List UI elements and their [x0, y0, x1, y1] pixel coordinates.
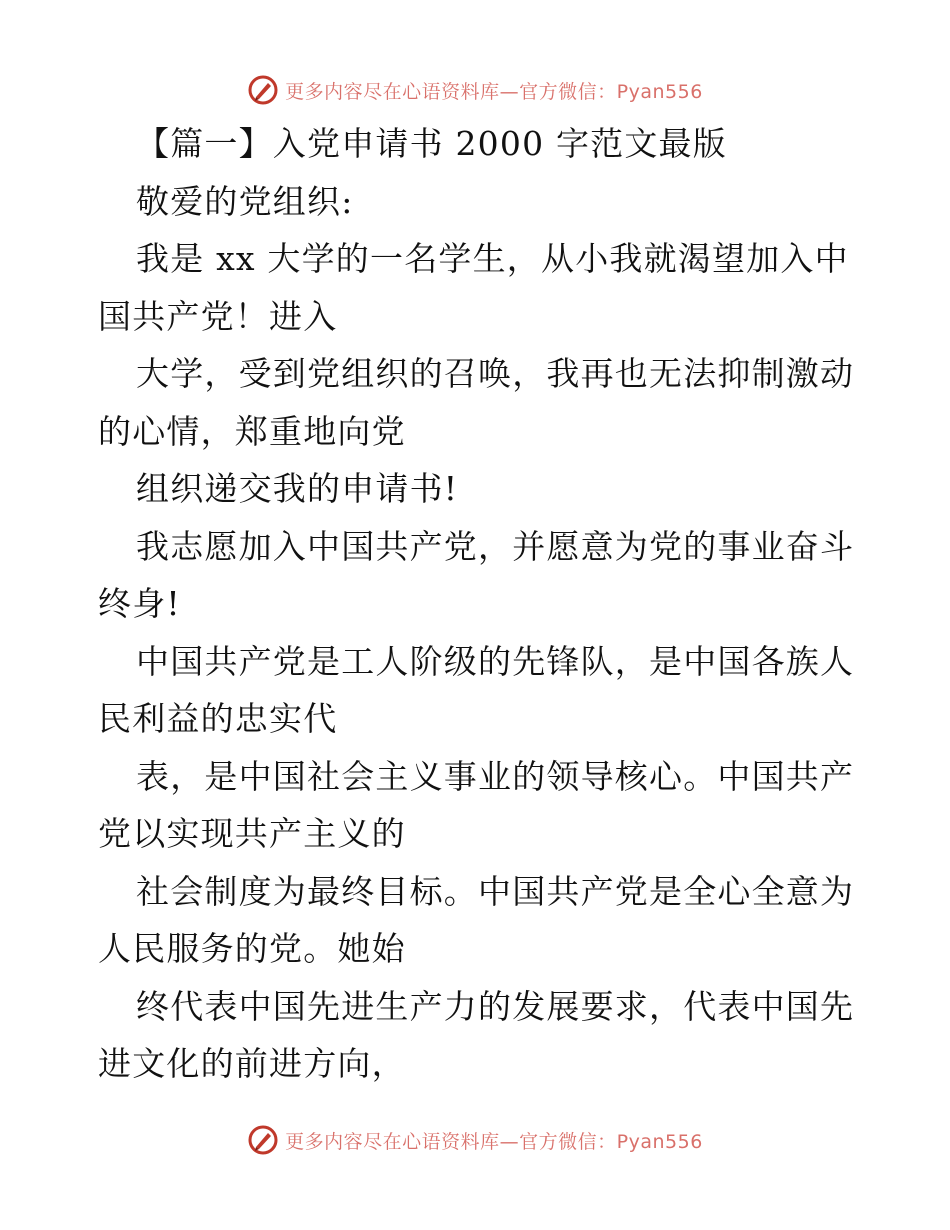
text-line: 表，是中国社会主义事业的领导核心。中国共产	[136, 756, 855, 796]
pen-circle-logo-icon	[247, 1124, 279, 1156]
text-line: 进文化的前进方向，	[98, 1044, 406, 1083]
text-line: 我是 xx 大学的一名学生，从小我就渴望加入中	[136, 239, 849, 278]
banner-text: 更多内容尽在心语资料库—官方微信：Pyan556	[285, 80, 703, 103]
text-line: 人民服务的党。她始	[98, 929, 406, 968]
text-line: 国共产党！进入	[98, 296, 338, 336]
header-banner	[0, 70, 950, 110]
text-line: 我志愿加入中国共产党，并愿意为党的事业奋斗	[136, 526, 855, 566]
banner-text: 更多内容尽在心语资料库—官方微信：Pyan556	[285, 1130, 703, 1153]
document-body	[98, 115, 858, 1093]
text-line: 的心情，郑重地向党	[98, 411, 406, 451]
text-line: 终身!	[98, 584, 181, 623]
text-line: 敬爱的党组织:	[136, 181, 354, 221]
pen-circle-logo-icon	[247, 74, 279, 106]
text-line: 党以实现共产主义的	[98, 814, 406, 853]
text-line: 民利益的忠实代	[98, 699, 338, 738]
text-line: 中国共产党是工人阶级的先锋队，是中国各族人	[136, 641, 855, 681]
footer-banner	[0, 1120, 950, 1160]
document-title: 【篇一】入党申请书 2000 字范文最版	[136, 124, 727, 163]
text-line: 组织递交我的申请书!	[136, 469, 459, 508]
text-line: 大学，受到党组织的召唤，我再也无法抑制激动	[136, 354, 855, 393]
text-line: 社会制度为最终目标。中国共产党是全心全意为	[136, 871, 855, 911]
text-line: 终代表中国先进生产力的发展要求，代表中国先	[136, 986, 855, 1026]
